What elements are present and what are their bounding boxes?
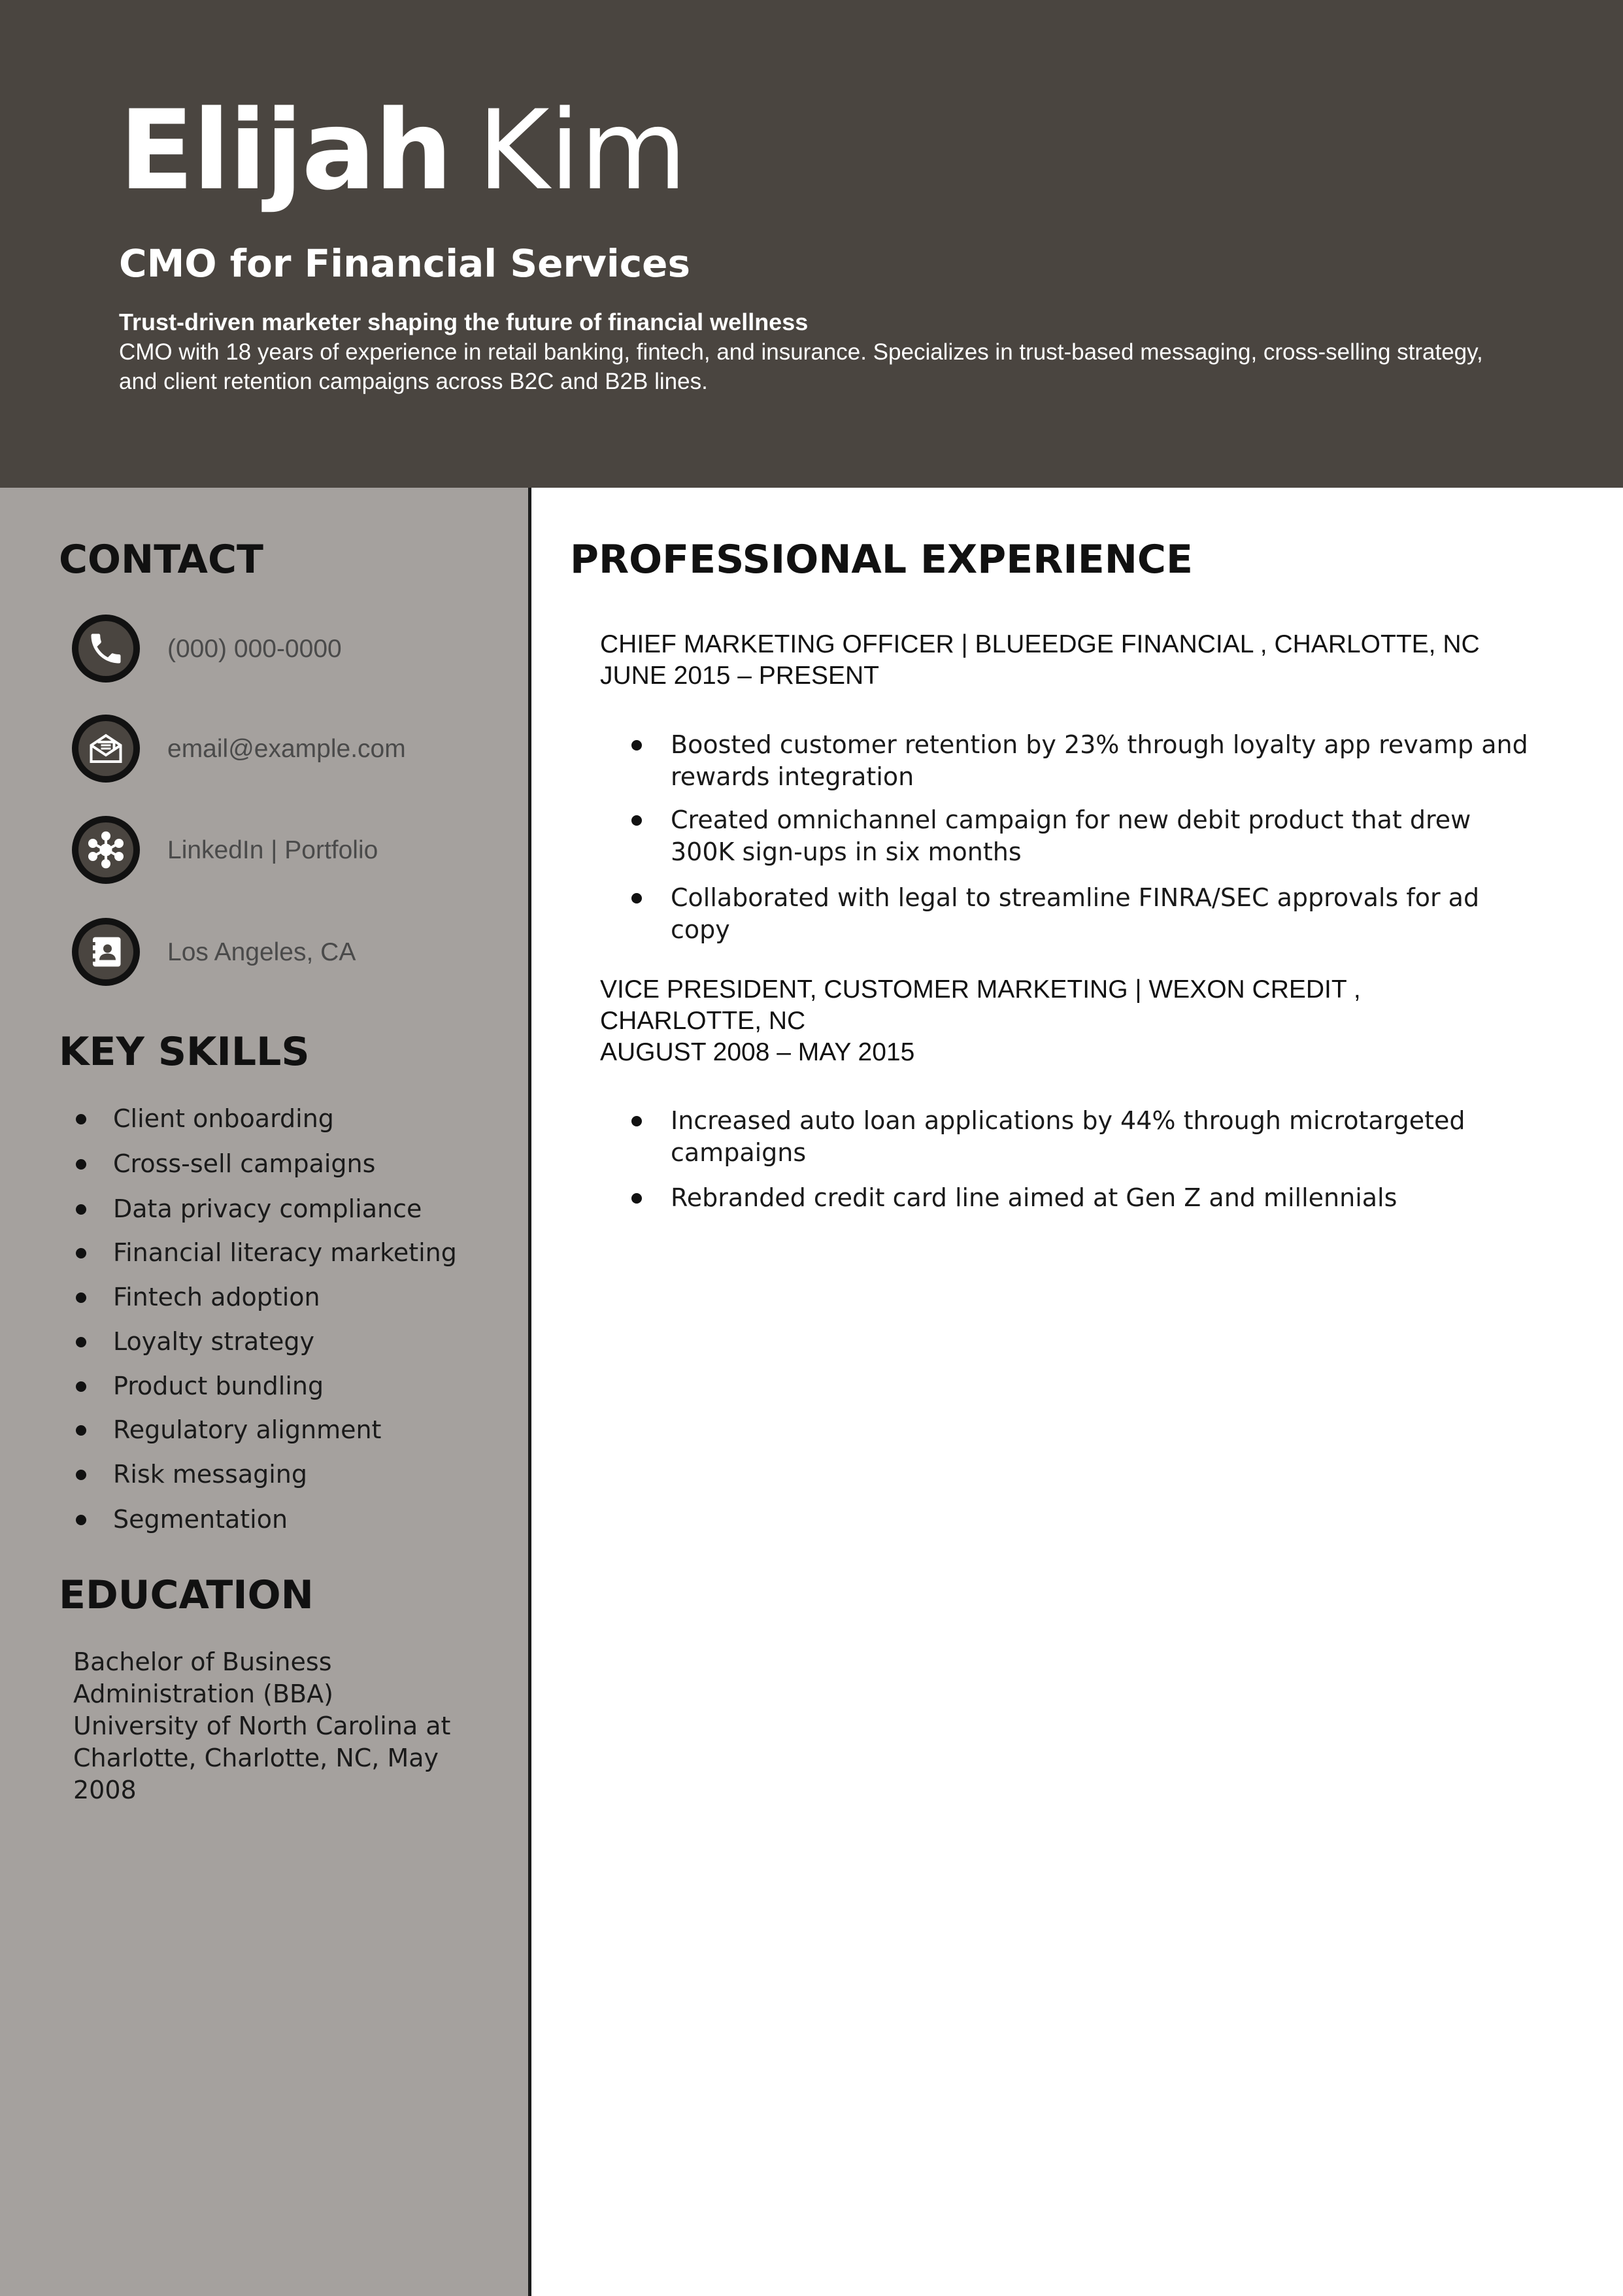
candidate-name (119, 85, 687, 216)
contact-location (72, 918, 516, 994)
job-entry-2-header (600, 974, 1437, 1068)
job-entry-1-header (600, 629, 1541, 692)
job-dates: JUNE 2015 – PRESENT (600, 662, 880, 690)
job-title-line: CHIEF MARKETING OFFICER | BLUEEDGE FINANCIAL , CHARLOTTE, NC (600, 630, 1480, 658)
education-heading: EDUCATION (59, 1572, 314, 1618)
contact-email (72, 715, 516, 790)
degree: Bachelor of Business Administration (BBA) (73, 1647, 333, 1708)
address-book-icon (72, 918, 140, 986)
job-title-line: VICE PRESIDENT, CUSTOMER MARKETING | WEXON CREDIT , CHARLOTTE, NC (600, 975, 1361, 1035)
contact-heading: CONTACT (59, 537, 263, 582)
job-dates: AUGUST 2008 – MAY 2015 (600, 1038, 915, 1066)
contact-links (72, 816, 516, 892)
first-name: Elijah (119, 86, 452, 214)
column-divider (528, 488, 531, 2296)
job-title: CMO for Financial Services (119, 241, 690, 286)
location: Los Angeles, CA (167, 938, 356, 966)
skills-heading: KEY SKILLS (59, 1029, 310, 1075)
phone-number[interactable]: (000) 000-0000 (167, 635, 342, 663)
header-banner (0, 0, 1623, 488)
experience-heading: PROFESSIONAL EXPERIENCE (570, 537, 1193, 582)
phone-icon (72, 615, 140, 683)
profile-summary: CMO with 18 years of experience in retail banking, fintech, and insurance. Specializes in trust-based messaging, cross-selling strategy, and client retention campaigns across B2C and B2B lines. (119, 339, 1483, 394)
last-name: Kim (477, 86, 687, 214)
email-address[interactable]: email@example.com (167, 735, 406, 763)
contact-phone (72, 615, 516, 690)
linkedin-portfolio-link[interactable]: LinkedIn | Portfolio (167, 836, 378, 864)
school: University of North Carolina at Charlotte, Charlotte, NC, May 2008 (73, 1712, 451, 1804)
education-entry (73, 1646, 478, 1806)
tagline: Trust-driven marketer shaping the future of financial wellness (119, 309, 809, 335)
email-icon (72, 715, 140, 783)
network-icon (72, 816, 140, 884)
